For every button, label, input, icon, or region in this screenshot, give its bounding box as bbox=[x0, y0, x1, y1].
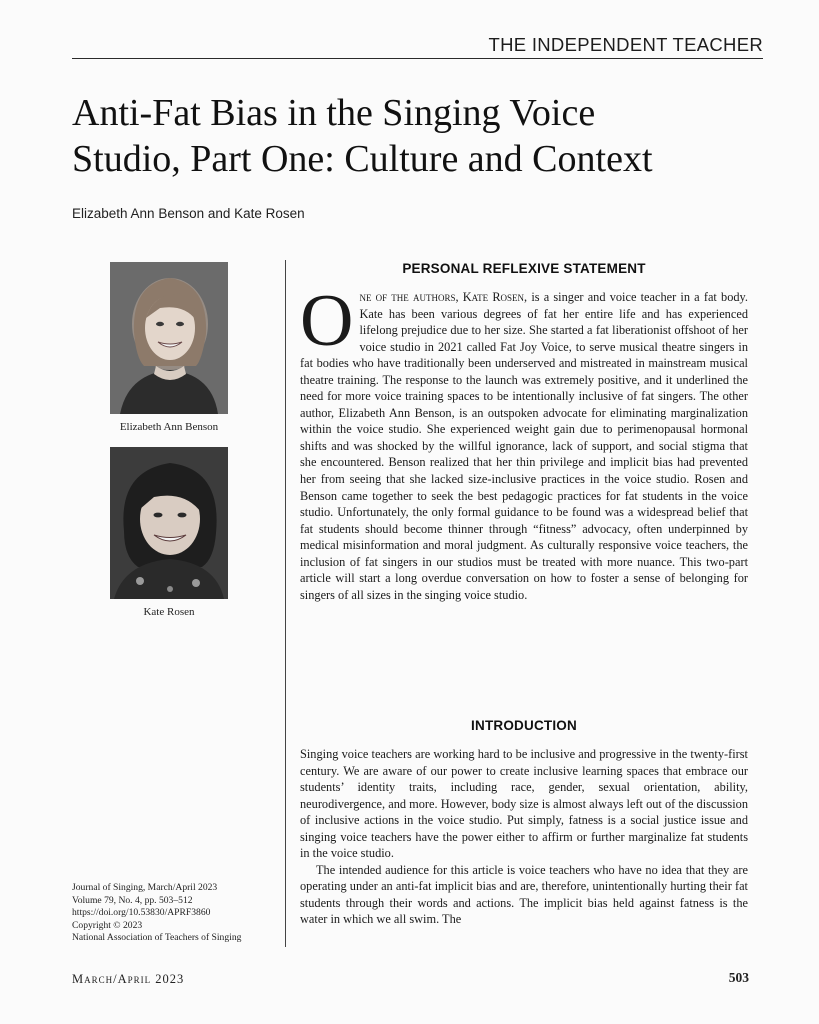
citation-copyright: Copyright © 2023 bbox=[72, 919, 143, 931]
author-photo-rosen bbox=[110, 447, 228, 599]
author-byline: Elizabeth Ann Benson and Kate Rosen bbox=[72, 206, 305, 221]
intro-paragraph-1: Singing voice teachers are working hard to be inclusive and progressive in the twenty-first century. We are aware of our power to create inclusive learning spaces that embrace our students’ identity traits, including race, gender, sexual orientation, ability, neurodivergence, and more. However, body size is almost always left out of the discussion of inclusive actions in the voice studio. Put simply, fatness is a social justice issue and singing voice teachers have the power either to affirm or further marginalize fat students in the voice studio. bbox=[300, 747, 748, 861]
column-divider bbox=[285, 260, 286, 947]
lead-in-text: ne of the authors, Kate Rosen, bbox=[359, 290, 528, 304]
citation-journal: Journal of Singing, March/April 2023 bbox=[72, 882, 218, 893]
running-header: THE INDEPENDENT TEACHER bbox=[488, 34, 763, 55]
introduction-text bbox=[300, 746, 748, 928]
citation-volume: Volume 79, No. 4, pp. 503–512 bbox=[72, 894, 193, 906]
citation-block bbox=[72, 882, 277, 945]
reflexive-paragraph bbox=[300, 280, 748, 603]
article-title bbox=[72, 90, 772, 182]
title-line-1: Anti-Fat Bias in the Singing Voice bbox=[72, 92, 596, 134]
reflexive-body-text: is a singer and voice teacher in a fat body. Kate has been various degrees of fat her entire life and has experienced lifelong prejudice due to her size. She started a fat liberationist offshoot of her voice studio in 2021 called Fat Joy Voice, to serve musical theatre singers in fat bodies who have traditionally been underserved and mistreated in mainstream musical theatre training. The response to the launch was extremely positive, and it underlined the need for more voice training spaces to be intentionally inclusive of fat singers. The other author, Elizabeth Ann Benson, is an outspoken advocate for eliminating marginalization within the voice studio. She experienced weight gain due to perimenopausal hormonal shifts and was shocked by the willful ignorance, lack of support, and social stigma that she encountered. Benson realized that her thin privilege and implicit bias had prevented her from seeing that she lacked size-inclusive practices in the voice studio. Rosen and Benson came together to seek the best pedagogic practices for fat students in the voice studio. Unfortunately, the only formal guidance to be found was a widespread belief that fat students should become thinner through “fitness” advocacy, often underpinned by medical misinformation and moral judgment. As culturally responsive voice teachers, the inclusion of fat singers in our studios must be treated with more nuance. This two-part article will start a long overdue conversation on how to foster a sense of belonging for singers of all sizes in the singing voice studio. bbox=[300, 290, 748, 602]
title-line-2: Studio, Part One: Culture and Context bbox=[72, 138, 653, 180]
citation-doi: https://doi.org/10.53830/APRF3860 bbox=[72, 907, 211, 918]
section-heading-reflexive: PERSONAL REFLEXIVE STATEMENT bbox=[402, 261, 646, 276]
page-number: 503 bbox=[728, 970, 749, 985]
intro-paragraph-2: The intended audience for this article is voice teachers who have no idea that they are operating under an anti-fat implicit bias and are, therefore, unintentionally hurting their fat students through their words and actions. The implicit bias held against fatness is the water in which we all swim. The bbox=[300, 862, 748, 927]
citation-publisher: National Association of Teachers of Singing bbox=[72, 932, 242, 943]
author-photo-benson bbox=[110, 262, 228, 414]
photo-caption-rosen: Kate Rosen bbox=[143, 606, 195, 618]
header-rule bbox=[72, 58, 763, 59]
footer-issue: March/April 2023 bbox=[72, 972, 185, 986]
section-heading-introduction: INTRODUCTION bbox=[471, 718, 577, 733]
drop-cap: O bbox=[300, 280, 354, 362]
photo-caption-benson: Elizabeth Ann Benson bbox=[119, 421, 219, 433]
